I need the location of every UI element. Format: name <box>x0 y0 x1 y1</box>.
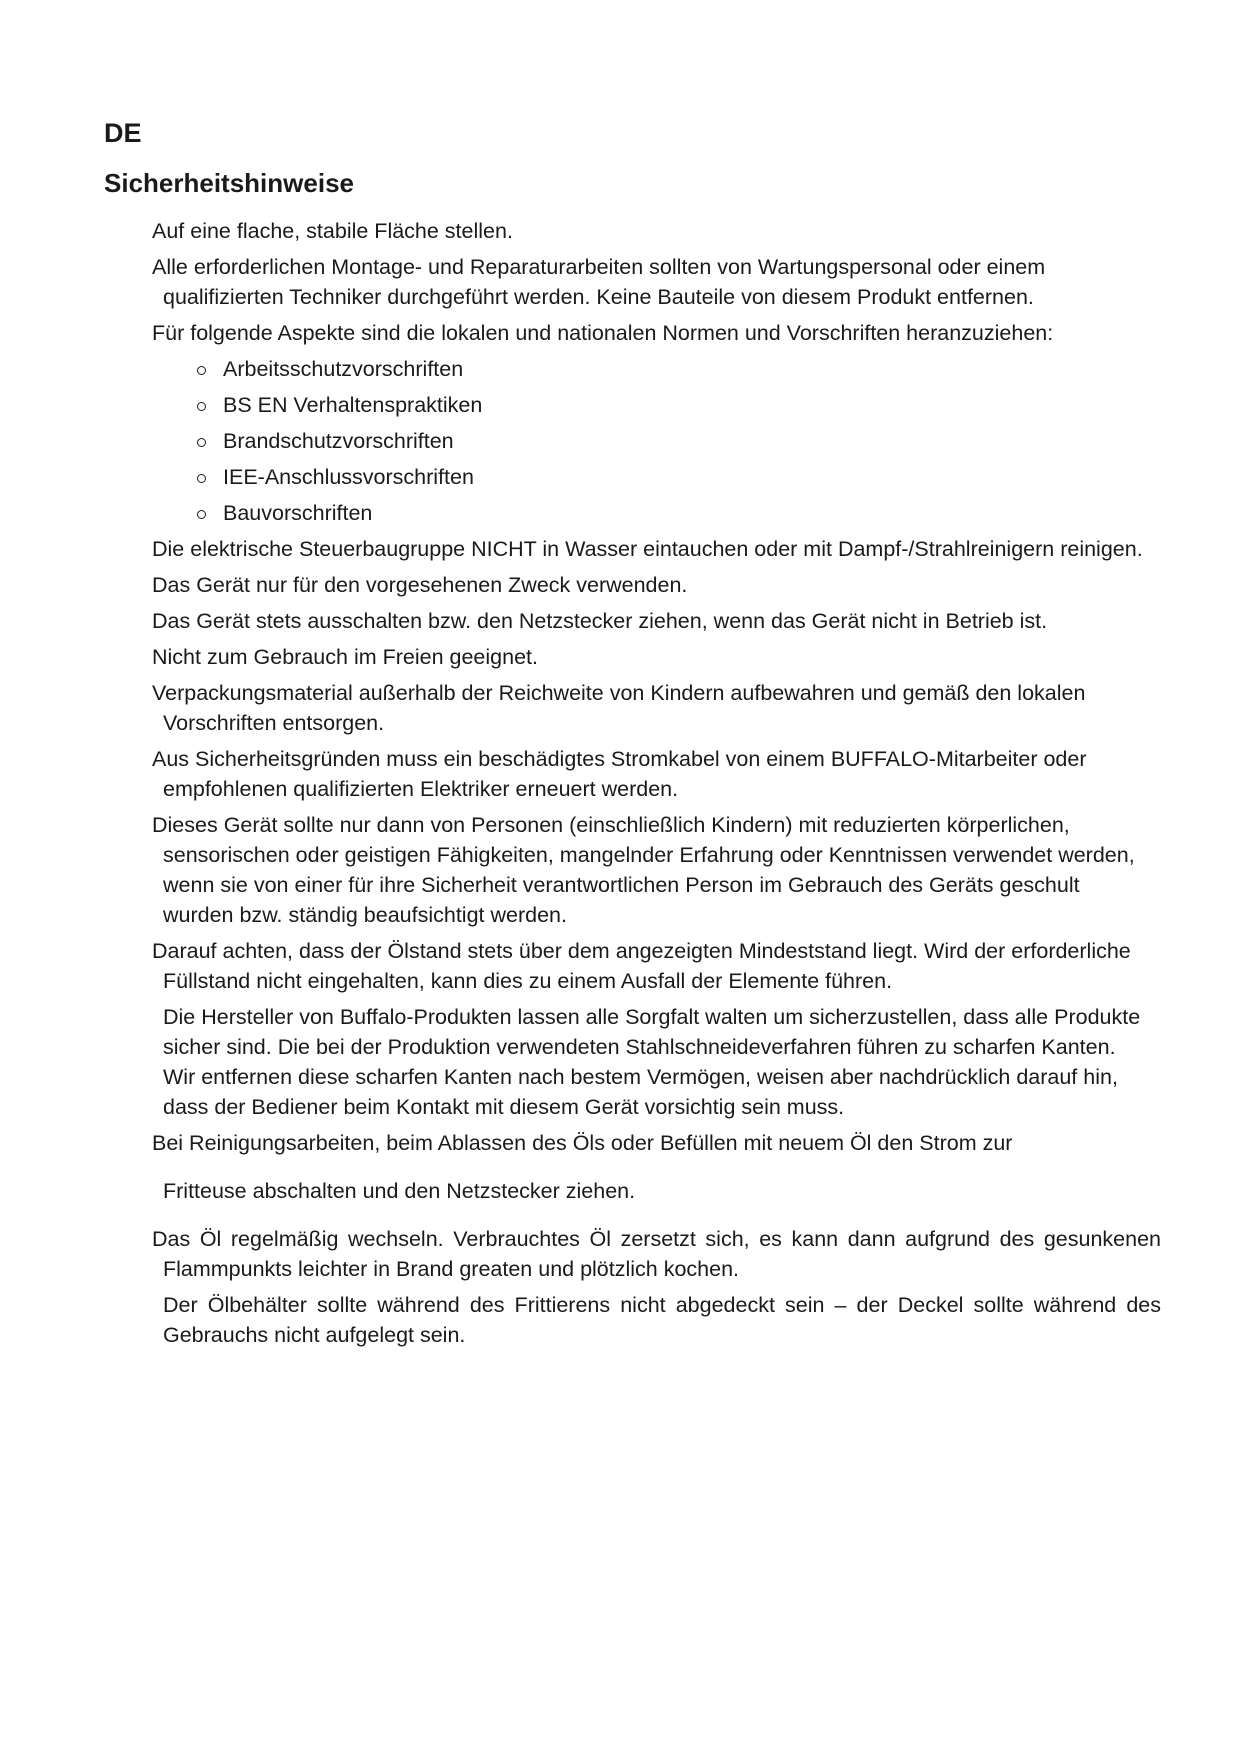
section-heading: Sicherheitshinweise <box>104 168 354 198</box>
safety-item-13-continued: Fritteuse abschalten und den Netzstecker ziehen. <box>163 1179 636 1203</box>
safety-item-9: Aus Sicherheitsgründen muss ein beschädigtes Stromkabel von einem BUFFALO-Mitarbeiter oder empfohlenen qualifizierten Elektriker erneuert werden. <box>152 747 1087 801</box>
safety-item-1: Auf eine flache, stabile Fläche stellen. <box>152 219 513 243</box>
safety-item-6: Das Gerät stets ausschalten bzw. den Netzstecker ziehen, wenn das Gerät nicht in Betrieb ist. <box>152 609 1048 633</box>
safety-item-5: Das Gerät nur für den vorgesehenen Zweck verwenden. <box>152 573 688 597</box>
safety-item-4: Die elektrische Steuerbaugruppe NICHT in Wasser eintauchen oder mit Dampf-/Strahlreinigern reinigen. <box>152 537 1143 561</box>
safety-list <box>152 216 1161 1356</box>
safety-item-2: Alle erforderlichen Montage- und Reparaturarbeiten sollten von Wartungspersonal oder einem qualifizierten Techniker durchgeführt werden. Keine Bauteile von diesem Produkt entfernen. <box>152 255 1046 309</box>
regulation-item: IEE-Anschlussvorschriften <box>197 462 1152 492</box>
circle-bullet-icon <box>197 474 206 483</box>
circle-bullet-icon <box>197 402 206 411</box>
regulation-item: Arbeitsschutzvorschriften <box>197 354 1152 384</box>
regulation-item: Brandschutzvorschriften <box>197 426 1152 456</box>
circle-bullet-icon <box>197 510 206 519</box>
regulations-sublist <box>152 354 1152 528</box>
regulation-item: BS EN Verhaltenspraktiken <box>197 390 1152 420</box>
safety-item-15: Der Ölbehälter sollte während des Frittierens nicht abgedeckt sein – der Deckel sollte während des Gebrauchs nicht aufgelegt sein. <box>163 1293 1161 1347</box>
safety-item-12: Die Hersteller von Buffalo-Produkten lassen alle Sorgfalt walten um sicherzustellen, dass alle Produkte sicher sind. Die bei der Produktion verwendeten Stahlschneideverfahren führen zu scharfen Kanten. Wir entfernen diese scharfen Kanten nach bestem Vermögen, weisen aber nachdrücklich darauf hin, dass der Bediener beim Kontakt mit diesem Gerät vorsichtig sein muss. <box>163 1005 1141 1119</box>
regulation-item: Bauvorschriften <box>197 498 1152 528</box>
circle-bullet-icon <box>197 438 206 447</box>
safety-item-3: Für folgende Aspekte sind die lokalen und nationalen Normen und Vorschriften heranzuziehen: <box>152 321 1054 345</box>
safety-item-14: Das Öl regelmäßig wechseln. Verbrauchtes Öl zersetzt sich, es kann dann aufgrund des gesunkenen Flammpunkts leichter in Brand greaten und plötzlich kochen. <box>152 1227 1161 1281</box>
safety-item-10: Dieses Gerät sollte nur dann von Personen (einschließlich Kindern) mit reduzierten körperlichen, sensorischen oder geistigen Fähigkeiten, mangelnder Erfahrung oder Kenntnissen verwendet werden, wenn sie von einer für ihre Sicherheit verantwortlichen Person im Gebrauch des Geräts geschult wurden bzw. ständig beaufsichtigt werden. <box>152 813 1135 927</box>
safety-item-7: Nicht zum Gebrauch im Freien geeignet. <box>152 645 538 669</box>
safety-item-13: Bei Reinigungsarbeiten, beim Ablassen des Öls oder Befüllen mit neuem Öl den Strom zur <box>152 1131 1013 1155</box>
circle-bullet-icon <box>197 366 206 375</box>
safety-item-8: Verpackungsmaterial außerhalb der Reichweite von Kindern aufbewahren und gemäß den lokalen Vorschriften entsorgen. <box>152 681 1086 735</box>
safety-item-11: Darauf achten, dass der Ölstand stets über dem angezeigten Mindeststand liegt. Wird der erforderliche Füllstand nicht eingehalten, kann dies zu einem Ausfall der Elemente führen. <box>152 939 1131 993</box>
language-code: DE <box>104 118 142 148</box>
